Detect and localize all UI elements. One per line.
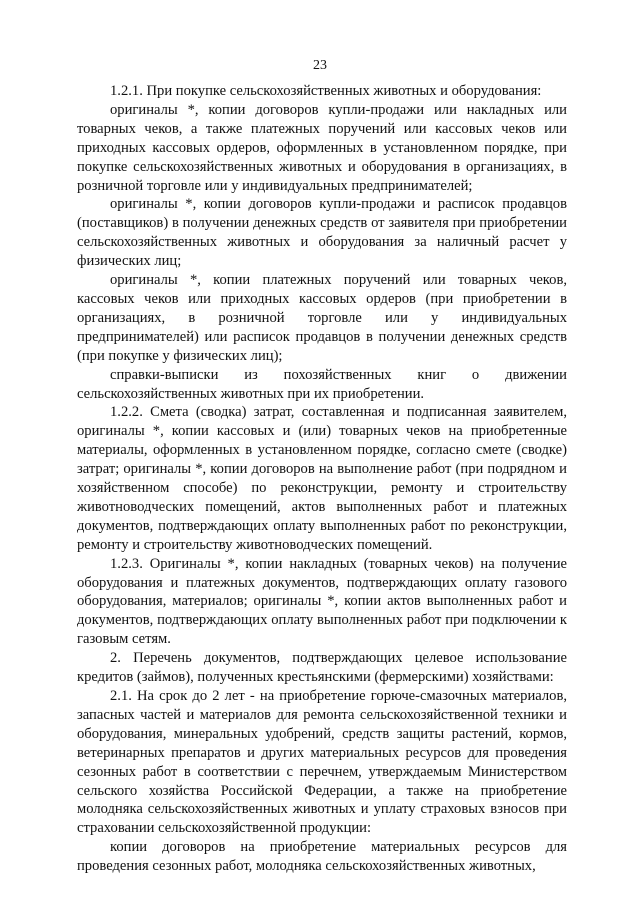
paragraph-contract-copies: копии договоров на приобретение материальных ресурсов для проведения сезонных работ, молодняка сельскохозяйственных животных, — [77, 839, 567, 875]
paragraph-originals-purchase: оригиналы *, копии договоров купли-продажи или накладных или товарных чеков, а также платежных поручений или кассовых чеков или приходных кассовых ордеров, оформленных в установленном порядке, при покупке сельскохозяйственных животных и оборудования в организациях, в розничной торговле или у индивидуальных предпринимателей; — [77, 101, 567, 194]
paragraph-1-2-3: 1.2.3. Оригиналы *, копии накладных (товарных чеков) на получение оборудования и платежных документов, подтверждающих оплату газового оборудования, материалов; оригиналы *, копии актов выполненных работ и документов, подтверждающих оплату выполненных работ при подключении к газовым сетям. — [77, 555, 567, 648]
paragraph-originals-receipts: оригиналы *, копии договоров купли-продажи и расписок продавцов (поставщиков) в получении денежных средств от заявителя при приобретении сельскохозяйственных животных и оборудования за наличный расчет у физических лиц; — [77, 196, 567, 270]
paragraph-originals-payment-orders: оригиналы *, копии платежных поручений или товарных чеков, кассовых чеков или приходных кассовых ордеров (при приобретении в организациях, в розничной торговле или у индивидуальных предпринимателей) или расписок продавцов в получении денежных средств (при покупке у физических лиц); — [77, 272, 567, 364]
paragraph-2-list-heading: 2. Перечень документов, подтверждающих целевое использование кредитов (займов), полученных крестьянскими (фермерскими) хозяйствами: — [77, 650, 567, 686]
paragraph-1-2-2: 1.2.2. Смета (сводка) затрат, составленная и подписанная заявителем, оригиналы *, копии кассовых и (или) товарных чеков на приобретенные материалы, оформленных в установленном порядке, согласно смете (сводке) затрат; оригиналы *, копии договоров на выполнение работ (при подрядном и хозяйственном способе) по реконструкции, ремонту и строительству животноводческих помещений, актов выполненных работ и платежных документов, подтверждающих оплату выполненных работ по реконструкции, ремонту и строительству животноводческих помещений. — [77, 404, 567, 553]
paragraph-household-extracts: справки-выписки из похозяйственных книг о движении сельскохозяйственных животных при их приобретении. — [77, 366, 567, 402]
paragraph-2-1: 2.1. На срок до 2 лет - на приобретение горюче-смазочных материалов, запасных частей и материалов для ремонта сельскохозяйственной техники и оборудования, минеральных удобрений, средств защиты растений, кормов, ветеринарных препаратов и других материальных ресурсов для проведения сезонных работ в соответствии с перечнем, утверждаемым Министерством сельского хозяйства Российской Федерации, а также на приобретение молодняка сельскохозяйственных животных и уплату страховых взносов при страховании сельскохозяйственной продукции: — [77, 688, 567, 837]
document-body — [77, 82, 567, 876]
page-number: 23 — [313, 58, 327, 73]
paragraph-1-2-1-heading: 1.2.1. При покупке сельскохозяйственных животных и оборудования: — [110, 83, 542, 99]
